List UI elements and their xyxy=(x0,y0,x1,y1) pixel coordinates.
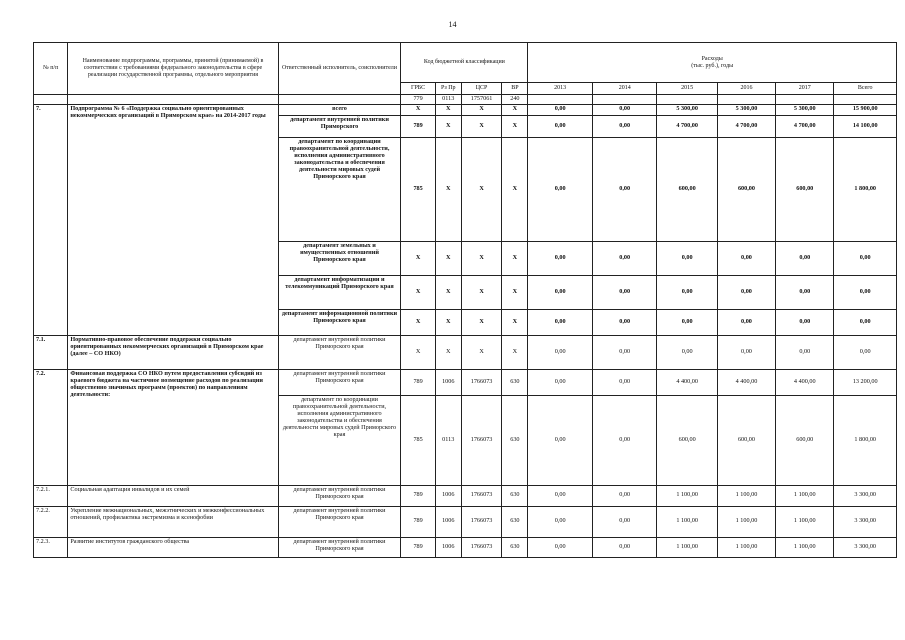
total-cell: 0,00 xyxy=(834,309,897,335)
row-number: 7.2.1. xyxy=(34,485,68,506)
code-cell: X xyxy=(502,104,528,115)
code-cell: X xyxy=(502,275,528,309)
total-cell: 1 800,00 xyxy=(834,137,897,241)
table-row xyxy=(34,335,897,369)
table-body xyxy=(34,104,897,557)
amount-cell: 600,00 xyxy=(776,137,834,241)
amount-cell: 0,00 xyxy=(528,104,593,115)
expenses-header xyxy=(528,43,897,83)
amount-cell: 0,00 xyxy=(528,506,593,537)
amount-cell: 0,00 xyxy=(776,335,834,369)
code-value-csr: 1757061 xyxy=(461,95,502,105)
amount-cell: 0,00 xyxy=(592,275,657,309)
code-cell: 789 xyxy=(401,115,435,137)
code-cell: X xyxy=(502,137,528,241)
expenses-subtitle: (тыс. руб.), годы xyxy=(691,62,734,69)
code-cell: X xyxy=(461,309,502,335)
page-number: 14 xyxy=(448,20,457,29)
code-cell: 1766073 xyxy=(461,369,502,395)
program-name: Подпрограмма № 6 «Поддержка социально ориентированных некоммерческих организаций в Приморском крае» на 2014-2017 годы xyxy=(68,104,278,335)
code-cell: 630 xyxy=(502,506,528,537)
code-grbs-header: ГРБС xyxy=(401,83,435,95)
amount-cell: 1 100,00 xyxy=(776,485,834,506)
program-name: Нормативно-правовое обеспечение поддержки социально ориентированных некоммерческих организаций в Приморском крае (далее – СО НКО) xyxy=(68,335,278,369)
amount-cell: 0,00 xyxy=(592,537,657,557)
code-cell: 1766073 xyxy=(461,537,502,557)
executor-cell: департамент информационной политики Приморского края xyxy=(278,309,401,335)
col-name-header: Наименование подпрограммы, программы, принятой (принимаемой) в соответствии с требованиями федерального законодательства в сфере реализации государственной программы, отдельного мероприятия xyxy=(68,43,278,95)
code-cell: 1006 xyxy=(435,537,461,557)
amount-cell: 0,00 xyxy=(592,115,657,137)
amount-cell: 0,00 xyxy=(717,241,775,275)
amount-cell: 0,00 xyxy=(592,309,657,335)
total-cell: 0,00 xyxy=(834,241,897,275)
code-cell: 0113 xyxy=(435,395,461,485)
amount-cell: 0,00 xyxy=(717,309,775,335)
amount-cell: 5 300,00 xyxy=(657,104,717,115)
amount-cell: 0,00 xyxy=(528,485,593,506)
amount-cell: 0,00 xyxy=(776,275,834,309)
amount-cell: 0,00 xyxy=(528,115,593,137)
code-cell: X xyxy=(435,104,461,115)
code-cell: 630 xyxy=(502,395,528,485)
executor-cell: всего xyxy=(278,104,401,115)
total-cell: 1 800,00 xyxy=(834,395,897,485)
code-cell: X xyxy=(401,309,435,335)
code-cell: X xyxy=(435,137,461,241)
code-cell: X xyxy=(435,335,461,369)
total-header: Всего xyxy=(834,83,897,95)
executor-cell: департамент внутренней политики Приморского края xyxy=(278,335,401,369)
amount-cell: 0,00 xyxy=(528,395,593,485)
executor-cell: департамент информатизации и телекоммуникаций Приморского края xyxy=(278,275,401,309)
code-cell: X xyxy=(401,241,435,275)
amount-cell: 4 400,00 xyxy=(717,369,775,395)
table-row xyxy=(34,506,897,537)
code-cell: 630 xyxy=(502,369,528,395)
year-2014-header: 2014 xyxy=(592,83,657,95)
executor-cell: департамент внутренней политики Приморского края xyxy=(278,485,401,506)
amount-cell: 0,00 xyxy=(592,506,657,537)
amount-cell: 1 100,00 xyxy=(657,537,717,557)
amount-cell: 0,00 xyxy=(657,275,717,309)
code-cell: X xyxy=(401,275,435,309)
amount-cell: 4 700,00 xyxy=(776,115,834,137)
amount-cell: 600,00 xyxy=(717,395,775,485)
code-cell: X xyxy=(435,275,461,309)
code-cell: X xyxy=(461,115,502,137)
code-cell: 785 xyxy=(401,137,435,241)
year-2017-header: 2017 xyxy=(776,83,834,95)
total-cell: 15 900,00 xyxy=(834,104,897,115)
table-row xyxy=(34,104,897,115)
year-2015-header: 2015 xyxy=(657,83,717,95)
executor-cell: департамент внутренней политики Приморского края xyxy=(278,369,401,395)
total-cell: 0,00 xyxy=(834,335,897,369)
amount-cell: 0,00 xyxy=(657,335,717,369)
amount-cell: 0,00 xyxy=(528,137,593,241)
program-name: Финансовая поддержка СО НКО путем предоставления субсидий из краевого бюджета на частичное возмещение расходов по реализации общественно значимых программ (проектов) по направлениям деятельности: xyxy=(68,369,278,485)
table-row xyxy=(34,369,897,395)
executor-cell: департамент по координации правоохранительной деятельности, исполнения административного законодательства и обеспечения деятельности мировых судей Приморского края xyxy=(278,137,401,241)
amount-cell: 0,00 xyxy=(592,395,657,485)
code-cell: 1006 xyxy=(435,506,461,537)
row-number: 7.2.3. xyxy=(34,537,68,557)
code-cell: 785 xyxy=(401,395,435,485)
row-number: 7. xyxy=(34,104,68,335)
total-cell: 3 300,00 xyxy=(834,485,897,506)
amount-cell: 5 300,00 xyxy=(776,104,834,115)
amount-cell: 600,00 xyxy=(657,395,717,485)
amount-cell: 1 100,00 xyxy=(776,506,834,537)
amount-cell: 0,00 xyxy=(717,335,775,369)
col-executor-header: Ответственный исполнитель, соисполнители xyxy=(278,43,401,95)
code-rzpr-header: Рз Пр xyxy=(435,83,461,95)
code-value-grbs: 779 xyxy=(401,95,435,105)
code-vr-header: ВР xyxy=(502,83,528,95)
code-cell: 1006 xyxy=(435,369,461,395)
amount-cell: 4 400,00 xyxy=(776,369,834,395)
amount-cell: 1 100,00 xyxy=(717,506,775,537)
amount-cell: 0,00 xyxy=(592,369,657,395)
code-cell: X xyxy=(502,309,528,335)
code-values-row xyxy=(34,95,897,105)
code-cell: X xyxy=(461,241,502,275)
code-cell: X xyxy=(502,335,528,369)
row-number: 7.2.2. xyxy=(34,506,68,537)
code-cell: X xyxy=(401,335,435,369)
header-row xyxy=(34,43,897,83)
amount-cell: 0,00 xyxy=(592,241,657,275)
code-cell: X xyxy=(435,309,461,335)
code-cell: 789 xyxy=(401,485,435,506)
code-cell: 1766073 xyxy=(461,506,502,537)
code-cell: X xyxy=(461,335,502,369)
amount-cell: 0,00 xyxy=(528,369,593,395)
amount-cell: 600,00 xyxy=(776,395,834,485)
code-cell: X xyxy=(401,104,435,115)
amount-cell: 0,00 xyxy=(528,275,593,309)
code-cell: 1006 xyxy=(435,485,461,506)
code-cell: 789 xyxy=(401,537,435,557)
amount-cell: 0,00 xyxy=(776,241,834,275)
amount-cell: 0,00 xyxy=(776,309,834,335)
code-cell: X xyxy=(461,104,502,115)
code-cell: 630 xyxy=(502,537,528,557)
amount-cell: 1 100,00 xyxy=(776,537,834,557)
executor-cell: департамент по координации правоохранительной деятельности, исполнения административного законодательства и обеспечения деятельности мировых судей Приморского края xyxy=(278,395,401,485)
code-cell: 1766073 xyxy=(461,395,502,485)
code-cell: X xyxy=(461,137,502,241)
amount-cell: 0,00 xyxy=(528,241,593,275)
amount-cell: 0,00 xyxy=(528,309,593,335)
amount-cell: 0,00 xyxy=(657,241,717,275)
amount-cell: 1 100,00 xyxy=(657,485,717,506)
amount-cell: 0,00 xyxy=(592,137,657,241)
code-cell: 1766073 xyxy=(461,485,502,506)
program-name: Развитие институтов гражданского общества xyxy=(68,537,278,557)
total-cell: 0,00 xyxy=(834,275,897,309)
amount-cell: 600,00 xyxy=(657,137,717,241)
code-csr-header: ЦСР xyxy=(461,83,502,95)
amount-cell: 4 400,00 xyxy=(657,369,717,395)
program-name: Укрепление межнациональных, межэтнических и межконфессиональных отношений, профилактика экстремизма и ксенофобии xyxy=(68,506,278,537)
amount-cell: 0,00 xyxy=(528,335,593,369)
amount-cell: 1 100,00 xyxy=(657,506,717,537)
amount-cell: 0,00 xyxy=(592,104,657,115)
code-value-rzpr: 0113 xyxy=(435,95,461,105)
code-cell: X xyxy=(502,241,528,275)
budget-code-header: Код бюджетной классификации xyxy=(401,43,528,83)
code-cell: X xyxy=(461,275,502,309)
total-cell: 3 300,00 xyxy=(834,537,897,557)
amount-cell: 0,00 xyxy=(657,309,717,335)
code-cell: 789 xyxy=(401,506,435,537)
amount-cell: 5 300,00 xyxy=(717,104,775,115)
code-cell: 789 xyxy=(401,369,435,395)
total-cell: 3 300,00 xyxy=(834,506,897,537)
total-cell: 14 100,00 xyxy=(834,115,897,137)
year-2016-header: 2016 xyxy=(717,83,775,95)
col-num-header: № п/п xyxy=(34,43,68,95)
amount-cell: 0,00 xyxy=(592,485,657,506)
year-2013-header: 2013 xyxy=(528,83,593,95)
executor-cell: департамент внутренней политики Приморского xyxy=(278,115,401,137)
expenses-title: Расходы xyxy=(701,55,723,62)
amount-cell: 1 100,00 xyxy=(717,537,775,557)
amount-cell: 4 700,00 xyxy=(657,115,717,137)
table-row xyxy=(34,485,897,506)
code-cell: X xyxy=(435,115,461,137)
amount-cell: 0,00 xyxy=(717,275,775,309)
row-number: 7.1. xyxy=(34,335,68,369)
executor-cell: департамент внутренней политики Приморского края xyxy=(278,506,401,537)
executor-cell: департамент земельных и имущественных отношений Приморского края xyxy=(278,241,401,275)
code-value-vr: 240 xyxy=(502,95,528,105)
total-cell: 13 200,00 xyxy=(834,369,897,395)
code-cell: X xyxy=(435,241,461,275)
code-cell: 630 xyxy=(502,485,528,506)
amount-cell: 1 100,00 xyxy=(717,485,775,506)
amount-cell: 600,00 xyxy=(717,137,775,241)
amount-cell: 0,00 xyxy=(592,335,657,369)
table-row xyxy=(34,537,897,557)
amount-cell: 0,00 xyxy=(528,537,593,557)
code-cell: X xyxy=(502,115,528,137)
program-name: Социальная адаптация инвалидов и их семей xyxy=(68,485,278,506)
executor-cell: департамент внутренней политики Приморского края xyxy=(278,537,401,557)
program-table xyxy=(33,42,897,558)
amount-cell: 4 700,00 xyxy=(717,115,775,137)
row-number: 7.2. xyxy=(34,369,68,485)
